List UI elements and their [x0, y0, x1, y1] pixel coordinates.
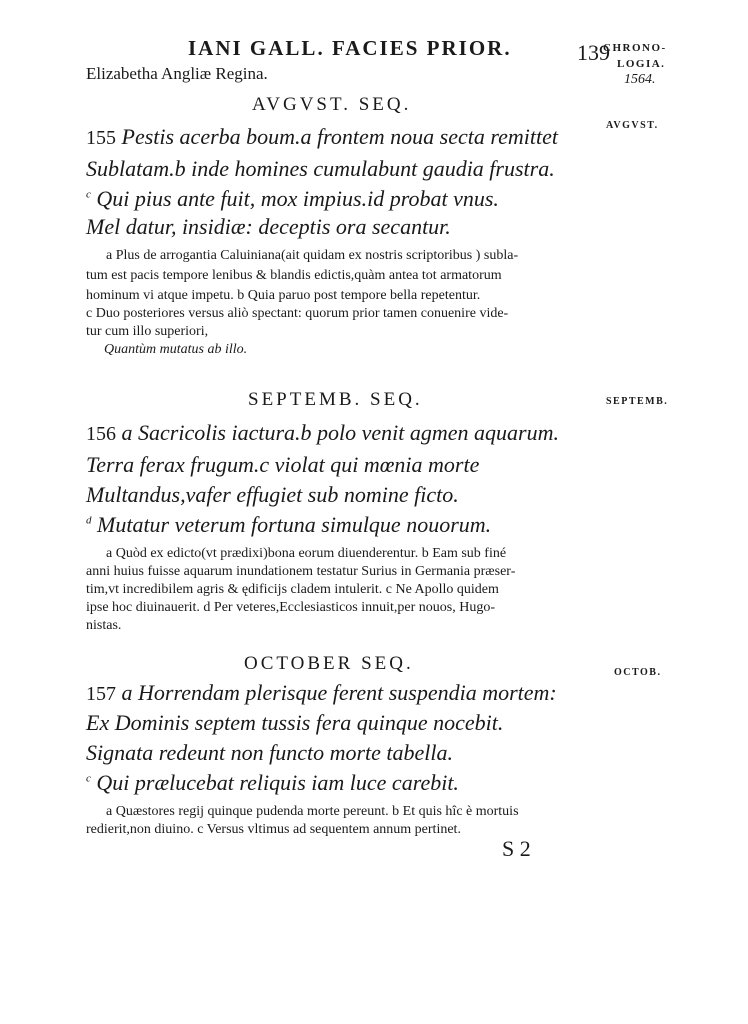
verse-text: Terra ferax frugum.c violat qui mœnia morte [86, 452, 480, 477]
verse-text: a Horrendam plerisque ferent suspendia mortem: [121, 680, 557, 705]
verse-text: Sublatam.b inde homines cumulabunt gaudia frustra. [86, 156, 555, 181]
footnote-line: redierit,non diuino. c Versus vltimus ad sequentem annum pertinet. [86, 822, 461, 837]
verse-text: Pestis acerba boum.a frontem noua secta remittet [121, 124, 558, 149]
verse-text: Mutatur veterum fortuna simulque nouorum. [97, 512, 492, 537]
verse-text: Multandus,vafer effugiet sub nomine ficto. [86, 482, 459, 507]
footnote-line: a Quæstores regij quinque pudenda morte pereunt. b Et quis hîc è mortuis [106, 804, 519, 819]
verse-line [86, 452, 479, 478]
margin-chrono: CHRONO- [603, 42, 667, 54]
verse-line [86, 680, 557, 706]
page-number: 139 [577, 40, 610, 65]
verse-line [86, 740, 453, 766]
section-heading-august: AVGVST. SEQ. [252, 94, 412, 115]
verse-number: 157 [86, 683, 116, 705]
section-heading-october: OCTOBER SEQ. [244, 653, 414, 674]
verse-note-marker: c [86, 188, 91, 201]
verse-line [86, 482, 459, 508]
footnote-line: ipse hoc diuinauerit. d Per veteres,Ecclesiasticos innuit,per nouos, Hugo- [86, 600, 496, 615]
verse-line [86, 420, 559, 446]
margin-year: 1564. [624, 72, 656, 87]
side-note-september: SEPTEMB. [606, 396, 669, 407]
verse-line [86, 156, 555, 182]
verse-line [86, 770, 459, 796]
verse-line [86, 710, 503, 736]
footnote-line: c Duo posteriores versus aliò spectant: quorum prior tamen conuenire vide- [86, 306, 509, 321]
verse-text: Ex Dominis septem tussis fera quinque nocebit. [86, 710, 504, 735]
footnote-line: tur cum illo superiori, [86, 324, 209, 339]
verse-number: 155 [86, 127, 116, 149]
running-title: IANI GALL. FACIES PRIOR. [188, 36, 512, 60]
footnote-line: hominum vi atque impetu. b Quia paruo post tempore bella repetentur. [86, 288, 481, 303]
footnote-line: nistas. [86, 618, 122, 633]
footnote-line: a Quòd ex edicto(vt prædixi)bona eorum diuenderentur. b Eam sub finé [106, 546, 507, 561]
subheading: Elizabetha Angliæ Regina. [86, 64, 268, 83]
footnote-line: tum est pacis tempore lenibus & blandis edictis,quàm antea tot armatorum [86, 268, 502, 283]
verse-line [86, 124, 558, 150]
verse-text: Mel datur, insidiæ: deceptis ora secantur. [86, 214, 451, 239]
verse-line [86, 512, 491, 538]
verse-note-marker: d [86, 514, 92, 527]
side-note-october: OCTOB. [614, 667, 662, 678]
margin-logia: LOGIA. [617, 58, 666, 70]
footnote-quote: Quantùm mutatus ab illo. [104, 342, 248, 357]
side-note-august: AVGVST. [606, 120, 659, 131]
footnote-line: anni huius fuisse aquarum inundationem testatur Surius in Germania præser- [86, 564, 516, 579]
signature-mark: S 2 [502, 836, 531, 861]
verse-text: Qui prælucebat reliquis iam luce carebit. [96, 770, 459, 795]
verse-line [86, 186, 499, 212]
verse-number: 156 [86, 423, 116, 445]
section-heading-september: SEPTEMB. SEQ. [248, 389, 423, 410]
verse-note-marker: c [86, 772, 91, 785]
verse-text: Signata redeunt non functo morte tabella. [86, 740, 454, 765]
verse-line [86, 214, 451, 240]
footnote-line: a Plus de arrogantia Caluiniana(ait quidam ex nostris scriptoribus ) subla- [106, 248, 519, 263]
footnote-line: tim,vt incredibilem agris & ędificijs cladem intulerit. c Ne Apollo quidem [86, 582, 499, 597]
verse-text: a Sacricolis iactura.b polo venit agmen aquarum. [121, 420, 560, 445]
verse-text: Qui pius ante fuit, mox impius.id probat vnus. [96, 186, 499, 211]
